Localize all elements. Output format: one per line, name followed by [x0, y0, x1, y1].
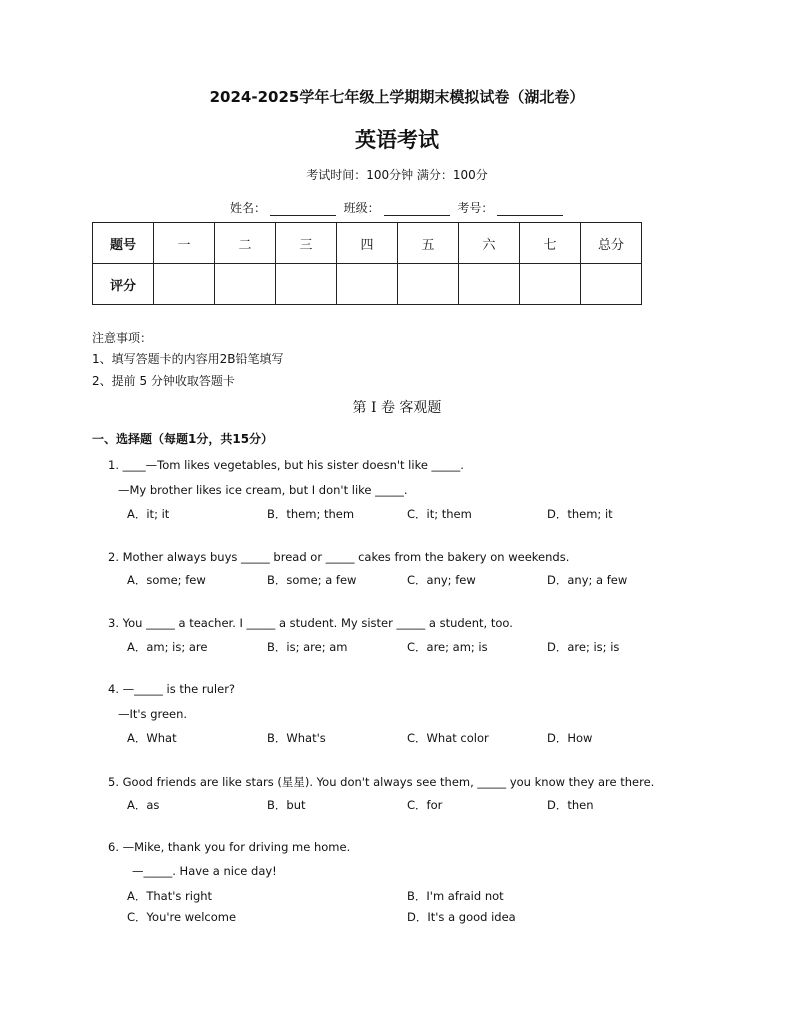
- class-blank[interactable]: [384, 203, 450, 216]
- score-table-cell: 七: [520, 223, 581, 264]
- question-stem: —My brother likes ice cream, but I don't like _____.: [118, 483, 408, 497]
- question-stem: 6. —Mike, thank you for driving me home.: [108, 840, 351, 854]
- section-title: 一、选择题（每题1分，共15分）: [92, 432, 274, 446]
- option-a[interactable]: A．What: [127, 731, 177, 745]
- notes-title: 注意事项：: [92, 331, 153, 345]
- option-d[interactable]: D．then: [547, 798, 594, 812]
- option-d[interactable]: D．any; a few: [547, 573, 628, 587]
- option-b[interactable]: B．but: [267, 798, 306, 812]
- score-table-header-row: [93, 223, 642, 264]
- score-input-cell[interactable]: [520, 264, 581, 305]
- option-b[interactable]: B．them; them: [267, 507, 355, 521]
- option-b[interactable]: B．What's: [267, 731, 326, 745]
- option-d[interactable]: D．It's a good idea: [407, 910, 516, 924]
- score-input-cell[interactable]: [154, 264, 215, 305]
- class-label: 班级：: [343, 201, 380, 215]
- option-a[interactable]: A．am; is; are: [127, 640, 208, 654]
- score-input-cell[interactable]: [337, 264, 398, 305]
- score-table-cell: 总分: [581, 223, 642, 264]
- question-stem: 4. —_____ is the ruler?: [108, 682, 236, 696]
- option-d[interactable]: D．them; it: [547, 507, 613, 521]
- option-d[interactable]: D．How: [547, 731, 593, 745]
- score-table: [92, 222, 642, 305]
- number-blank[interactable]: [497, 203, 563, 216]
- exam-time-info: 考试时间：100分钟 满分：100分: [306, 168, 488, 182]
- option-c[interactable]: C．What color: [407, 731, 489, 745]
- question-stem: —_____. Have a nice day!: [132, 864, 277, 878]
- score-table-cell: 二: [215, 223, 276, 264]
- score-table-cell: 五: [398, 223, 459, 264]
- option-a[interactable]: A．That's right: [127, 889, 213, 903]
- score-row-label: 评分: [93, 264, 154, 305]
- question-stem: 3. You _____ a teacher. I _____ a student. My sister _____ a student, too.: [108, 616, 513, 630]
- subject-title: 英语考试: [355, 128, 439, 152]
- question-stem: 1. ____—Tom likes vegetables, but his sister doesn't like _____.: [108, 458, 464, 472]
- option-b[interactable]: B．some; a few: [267, 573, 357, 587]
- score-input-cell[interactable]: [276, 264, 337, 305]
- option-c[interactable]: C．it; them: [407, 507, 472, 521]
- score-table-score-row: [93, 264, 642, 305]
- score-table-cell: 题号: [93, 223, 154, 264]
- option-d[interactable]: D．are; is; is: [547, 640, 620, 654]
- option-b[interactable]: B．I'm afraid not: [407, 889, 504, 903]
- name-blank[interactable]: [270, 203, 336, 216]
- question-stem: —It's green.: [118, 707, 188, 721]
- question-stem: 5. Good friends are like stars (星星). You don't always see them, _____ you know they are there.: [108, 775, 655, 789]
- score-input-cell[interactable]: [459, 264, 520, 305]
- option-c[interactable]: C．are; am; is: [407, 640, 488, 654]
- option-c[interactable]: C．You're welcome: [127, 910, 237, 924]
- option-c[interactable]: C．any; few: [407, 573, 476, 587]
- score-input-cell[interactable]: [215, 264, 276, 305]
- score-table-cell: 三: [276, 223, 337, 264]
- option-b[interactable]: B．is; are; am: [267, 640, 348, 654]
- question-stem: 2. Mother always buys _____ bread or _____ cakes from the bakery on weekends.: [108, 550, 570, 564]
- part-title: 第 I 卷 客观题: [352, 400, 442, 416]
- score-input-cell[interactable]: [581, 264, 642, 305]
- note-item: 1、填写答题卡的内容用2B铅笔填写: [92, 352, 284, 366]
- score-input-cell[interactable]: [398, 264, 459, 305]
- note-item: 2、提前 5 分钟收取答题卡: [92, 374, 235, 388]
- option-a[interactable]: A．as: [127, 798, 160, 812]
- score-table-cell: 四: [337, 223, 398, 264]
- score-table-cell: 一: [154, 223, 215, 264]
- score-table-cell: 六: [459, 223, 520, 264]
- option-a[interactable]: A．it; it: [127, 507, 170, 521]
- option-a[interactable]: A．some; few: [127, 573, 206, 587]
- name-label: 姓名：: [230, 201, 267, 215]
- exam-title: 2024-2025学年七年级上学期期末模拟试卷（湖北卷）: [209, 88, 585, 106]
- number-label: 考号：: [457, 201, 494, 215]
- option-c[interactable]: C．for: [407, 798, 443, 812]
- student-info-line: [230, 199, 567, 216]
